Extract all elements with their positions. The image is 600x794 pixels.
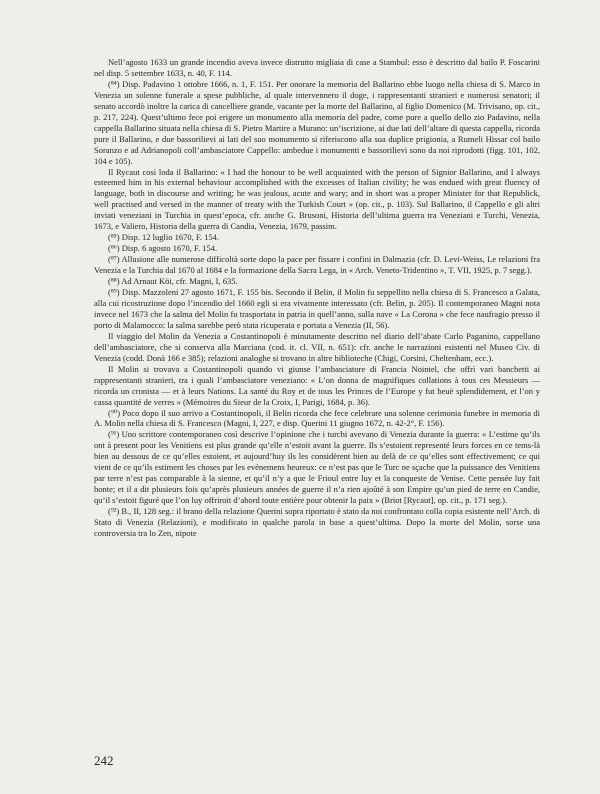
footnote-85: (⁸⁵) Disp. 12 luglio 1670, F. 154. [108, 232, 220, 243]
footnote-86: (⁸⁶) Disp. 6 agosto 1670, F. 154. [108, 243, 218, 254]
footnote-91: (⁹¹) Uno scrittore contemporaneo così descrive l’opinione che i turchi avevano di Venezia durante la guerra: « L’estime qu’ils ont à present pour les Venitiens est plus grande qu’elle n’estoit avant la guerre. Ils s’estoient representé leurs forces en ce tems-là bien au dessous de ce qu’elles estoient, et aujourd’huy ils les considèrent bien au delà de ce qu’elles sont effectivement; ce qui vient de ce qu’ils estiment les choses par les evénemens heureux: ce n’est pas que le Turc ne sçache que la puissance des Venitiens par terre n’est pas comparable à la sienne, et qu’il n’y a que le Frioul entre luy et la conqueste de Venise. Cette pensée luy fait honte; et il a dit plusieurs fois qu’après plusieurs années de guerre il n’a rien ajoûté à son Empire qu’un pied de terre en Candie, qu’il s’estoit figuré que l’on luy offriroit d’abord toute entière pour obtenir la paix » (Briot [Rycaut], op. cit., p. 171 seg.). [94, 429, 540, 506]
footnote-text-block [94, 57, 540, 539]
footnote-87: (⁸⁷) Allusione alle numerose difficoltà sorte dopo la pace per fissare i confini in Dalmazia (cfr. D. Levi-Weiss, Le relazioni fra Venezia e la Turchia dal 1670 al 1684 e la formazione della Sacra Lega, in « Arch. Veneto-Tridentino », T. VII, 1925, p. 7 segg.). [94, 254, 540, 276]
footnote-92: (⁹²) B., II, 128 seg.: il brano della relazione Querini sopra riportato è stato da noi confrontato colla copia esistente nell’Arch. di Stato di Venezia (Relazioni), e modificato in qualche parola in base a quest’ultima. Dopo la morte del Molin, sorse una controversia tra lo Zen, nipote [94, 506, 540, 538]
page-number: 242 [94, 753, 114, 768]
paragraph: Nell’agosto 1633 un grande incendio aveva invece distrutto migliaia di case a Stambul: esso è descritto dal bailo P. Foscarini nel disp. 5 settembre 1633, n. 40, F. 114. [94, 57, 540, 78]
footnote-88: (⁸⁸) Ad Arnaut Köi, cfr. Magni, I, 635. [108, 276, 238, 287]
footnote-89: (⁸⁹) Disp. Mazzoleni 27 agosto 1671, F. 155 bis. Secondo il Belin, il Molin fu seppellito nella chiesa di S. Francesco a Galata, alla cui ricostruzione dopo l’incendio del 1660 egli si era vivamente interessato (cfr. Belin, p. 205). Il contemporaneo Magni nota invece nel 1673 che la salma del Molin fu trasportata in patria in quell’anno, sulla nave « La Corona » che fece naufragio presso il porto di Malamocco: la salma sarebbe però stata ricuperata e portata a Venezia (II, 56). [94, 287, 540, 330]
footnote-84: (⁸⁴) Disp. Padavino 1 ottobre 1666, n. 1, F. 151. Per onorare la memoria del Ballarino ebbe luogo nella chiesa di S. Marco in Venezia un solenne funerale a spese pubbliche, al quale intervennero il doge, i rappresentanti stranieri e numerosi senatori; il senato accordò inoltre la carica di cancelliere grande, vacante per la morte del Ballarino, al figlio Domenico (M. Trivisano, op. cit., p. 217, 224). Quest’ultimo fece poi erigere un monumento alla memoria del padre, come pure a quello dello zio Padavino, nella cappella Ballarino situata nella chiesa di S. Pietro Martire a Murano: un’iscrizione, ai due lati dell’altare di questa cappella, ricorda pure il Ballarino, e due bassorilievi ai lati del suo monumento si riferiscono alla sua duplice prigionia, a Rumeli Hissar col bailo Soranzo e ad Adrianopoli coll’ambasciatore Cappello: ambedue i monumenti e bassorilievi sono da noi riprodotti (figg. 101, 102, 104 e 105). [94, 78, 540, 166]
paragraph: Il viaggio del Molin da Venezia a Costantinopoli è minutamente descritto nel diario dell’abate Carlo Paganino, cappellano dell’ambasciatore, che si conserva alla Marciana (cod. it. cl. VII, n. 651): cfr. anche le narrazioni esistenti nel Museo Civ. di Venezia (codd. Donà 166 e 385); relazioni analoghe si trovano in altre biblioteche (Chigi, Corsini, Cheltenham, ecc.). [94, 330, 540, 363]
paragraph: Il Molin si trovava a Costantinopoli quando vi giunse l’ambasciatore di Francia Nointel, che offrì vari banchetti ai rappresentanti stranieri, tra i quali l’ambasciatore veneziano: « L’on donna de magnifiques collations à tous ces Messieurs — ricorda un cronista — et à leurs Nations. La santé du Roy et de tous les Princes de l’Europe y fut beuë splendidement, et l’on y cassa quantité de verres » (Mémoires du Sieur de la Croix, I, Parigi, 1684, p. 36). [94, 363, 540, 407]
paragraph: Il Rycaut così loda il Ballarino: « I had the honour to be well acquainted with the person of Signior Ballarino, and I always esteemed him in his external behaviour accomplished with the excesses of Italian civility; he was endued with great fluency of language, both in discourse and writing; he was jealous, acute and wary; and in short was a proper Minister for that Republick, well practised and versed in the manner of treaty with the Turkish Court » (op. cit., p. 103). Sul Ballarino, il Cappello e gli altri inviati veneziani in Turchia in quest’epoca, cfr. anche G. Brusoni, Historia dell’ultima guerra tra Veneziani e Turchi, Venezia, 1673, e Valiero, Historia della guerra di Candia, Venezia, 1679, passim. [94, 166, 540, 232]
footnote-90: (⁹⁰) Poco dopo il suo arrivo a Costantinopoli, il Belin ricorda che fece celebrare una solenne cerimonia funebre in memoria di A. Molin nella chiesa di S. Francesco (Magni, I, 227, e disp. Querini 11 giugno 1672, n. 42-2°, F. 156). [94, 407, 540, 429]
